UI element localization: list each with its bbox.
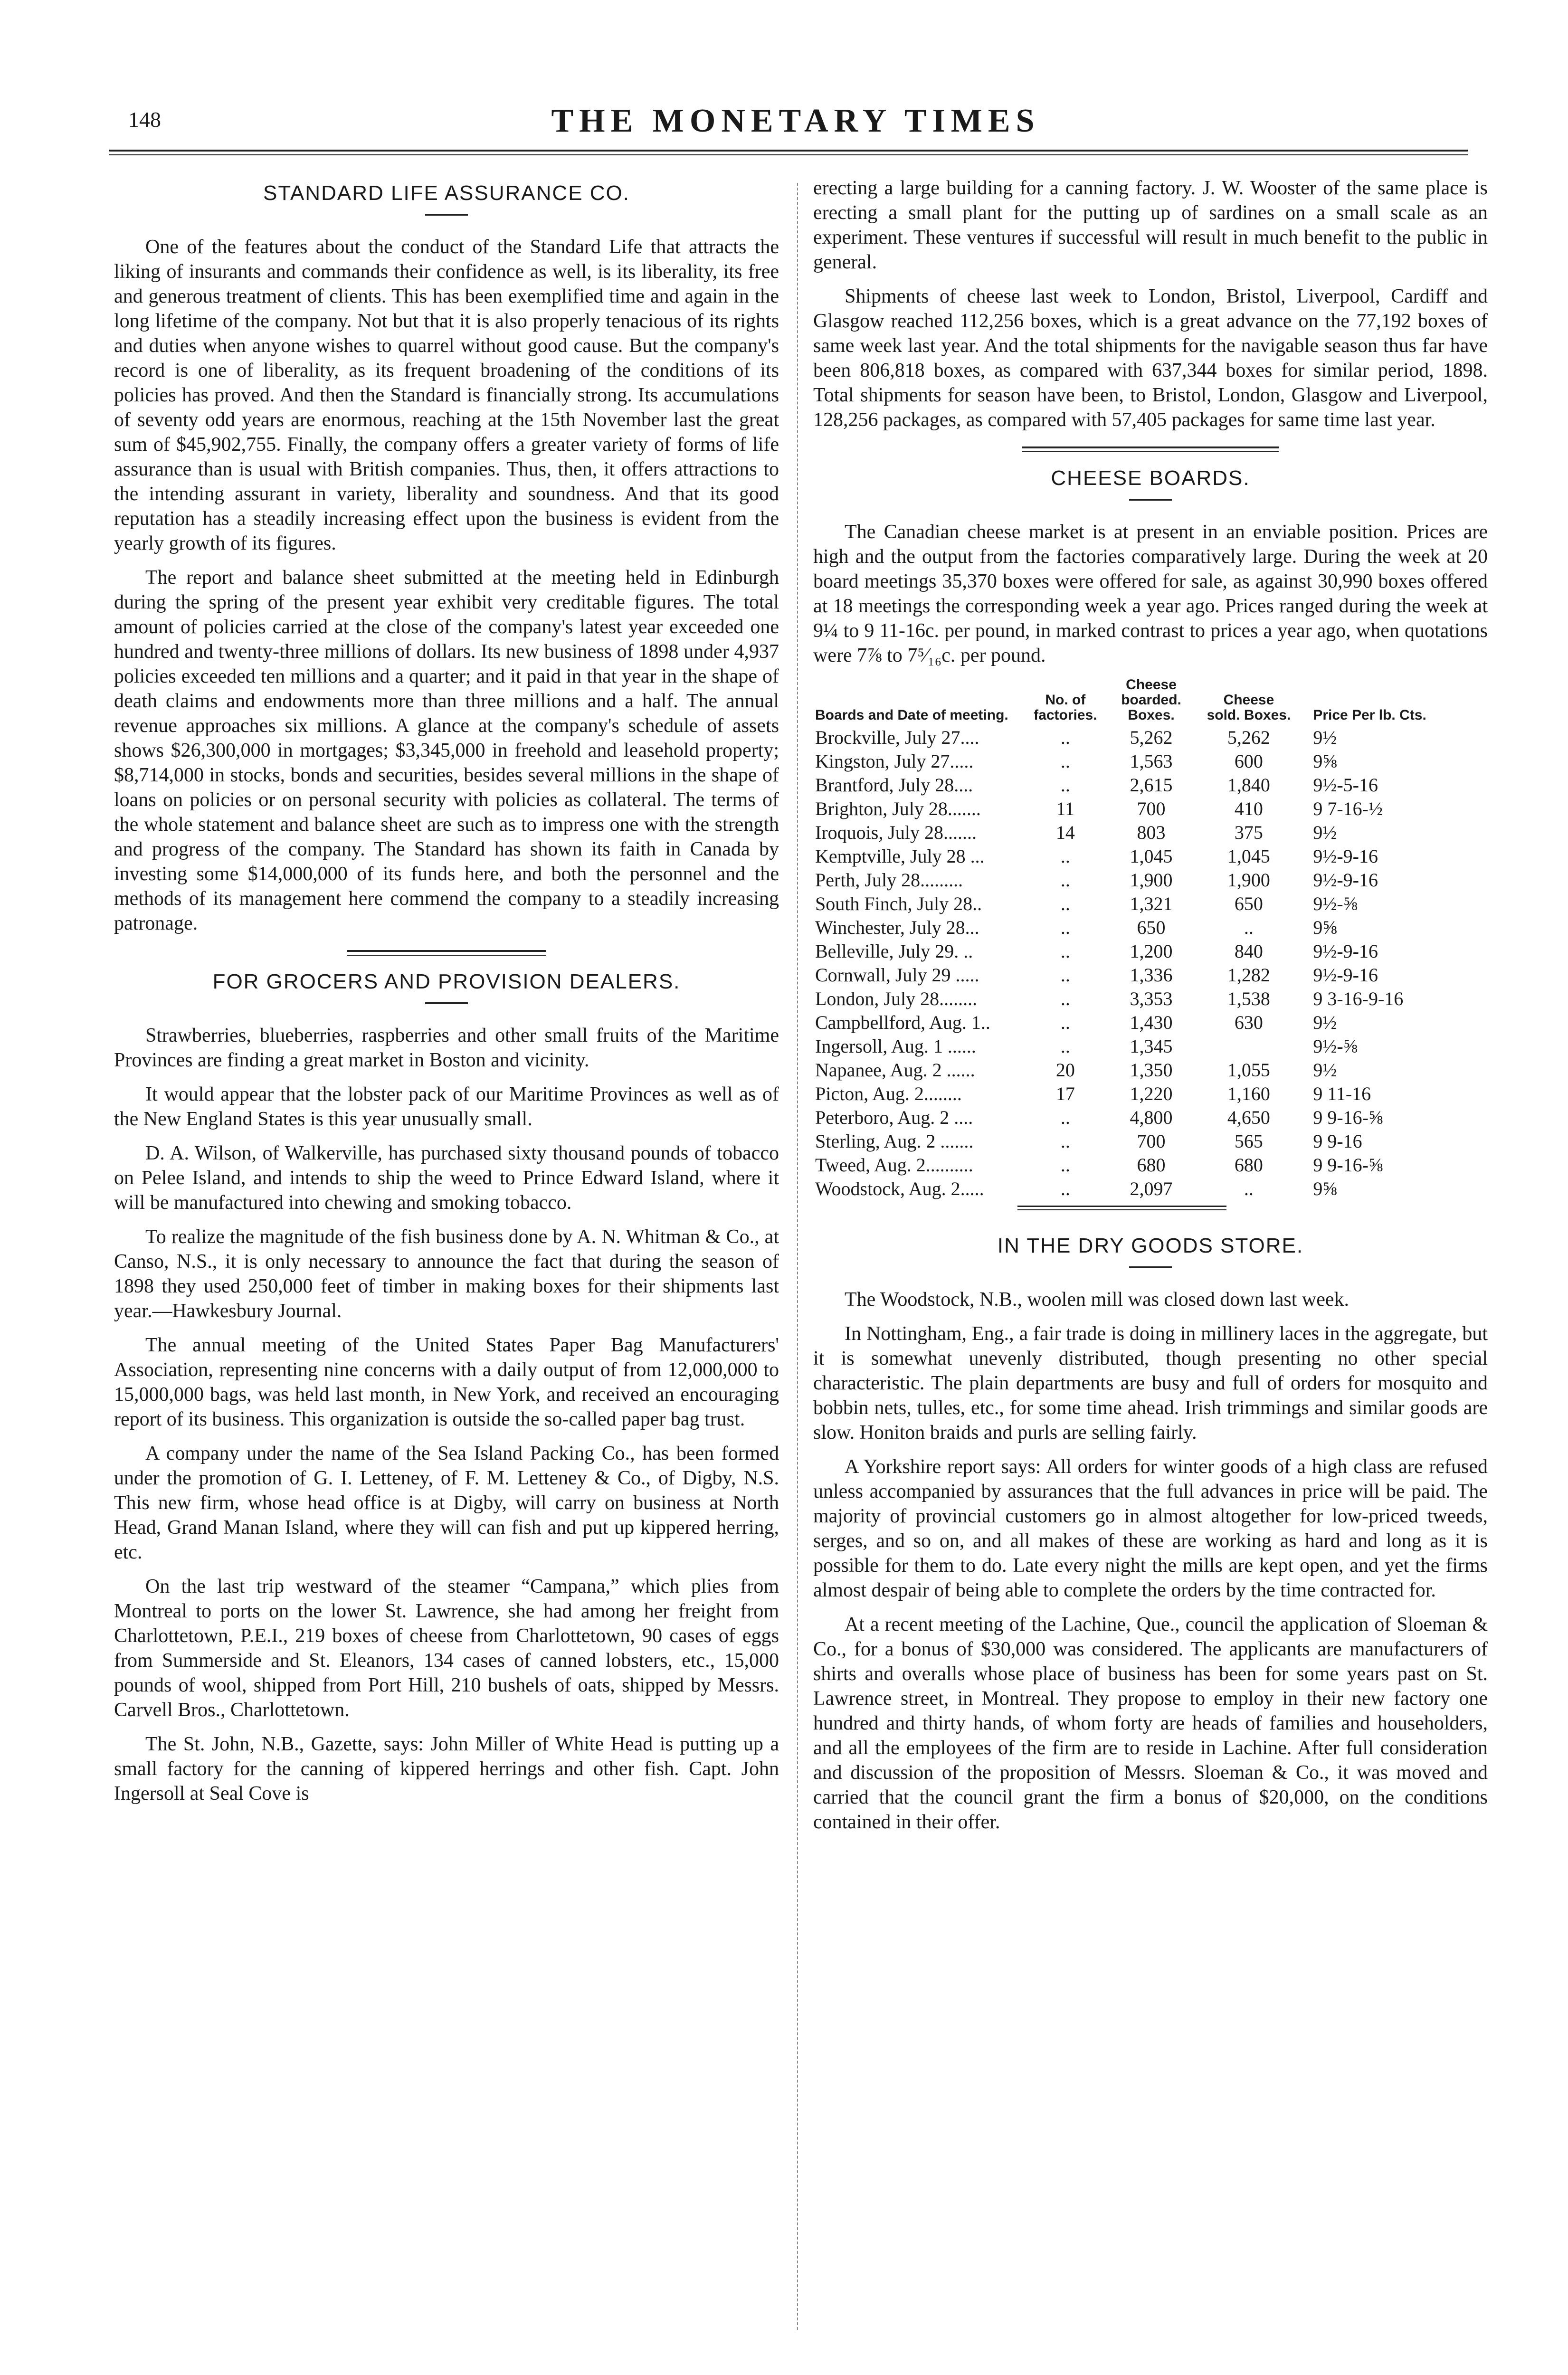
boarded-cell: 650 [1137, 917, 1166, 938]
boarded-cell: 680 [1137, 1154, 1166, 1176]
column-header-boards: Boards and Date of meeting. [815, 707, 1008, 723]
article-paragraph: The annual meeting of the United States Paper Bag Manufacturers' Association, representing nine concerns with a daily output of from 12,000,000 to 15,000,000 bags, was held last month, in New York, and received an encouraging report of its business. This organization is outside the so-called paper bag trust. [114, 1334, 779, 1430]
sold-cell: 630 [1234, 1012, 1263, 1033]
section-title-standard-life: STANDARD LIFE ASSURANCE CO. [263, 181, 630, 205]
boarded-cell: 1,563 [1130, 750, 1173, 772]
sold-cell [1204, 1035, 1294, 1058]
article-paragraph: One of the features about the conduct of the Standard Life that attracts the liking of insurants and commands their confidence as well, is its liberality, its free and generous treatment of clients. This has been exemplified time and again in the long lifetime of the company. Not but that it is also properly tenacious of its rights and duties when anyone wishes to quarrel without good cause. But the company's record is one of liberality, as its frequent broadening of the conditions of its policies has proved. And then the Standard is financially strong. Its accumulations of seventy odd years are enormous, reaching at the 15th November last the great sum of $45,902,755. Finally, the company offers a greater variety of forms of life assurance than is usual with British companies. Thus, then, it offers attractions to the intending assurant in variety, liberality and soundness. And that its good reputation has a steadily increasing effect upon the business is evident from the yearly growth of its figures. [114, 236, 779, 554]
sold-cell: 1,055 [1227, 1059, 1270, 1081]
board-name-cell: Cornwall, July 29 ..... [815, 964, 979, 986]
article-paragraph: On the last trip westward of the steamer “Campana,” which plies from Montreal to ports on the lower St. Lawrence, she had among her freight from Charlottetown, P.E.I., 219 boxes of cheese from Charlottetown, 90 cases of eggs from Summerside and St. Eleanors, 134 cases of canned lobsters, etc., 15,000 pounds of wool, shipped from Port Hill, 210 bushels of oats, shipped by Messrs. Carvell Bros., Charlottetown. [114, 1576, 779, 1721]
section-title-cheese-boards: CHEESE BOARDS. [1051, 466, 1250, 490]
price-cell: 9½ [1313, 822, 1337, 843]
article-paragraph: Strawberries, blueberries, raspberries and other small fruits of the Maritime Provinces are finding a great market in Boston and vicinity. [114, 1025, 779, 1071]
sold-cell: 1,282 [1227, 964, 1270, 986]
price-cell: 9⅝ [1313, 750, 1337, 772]
boarded-cell: 1,350 [1130, 1059, 1173, 1081]
price-cell: 9½-9-16 [1313, 940, 1378, 962]
article-paragraph: To realize the magnitude of the fish business done by A. N. Whitman & Co., at Canso, N.S., it is only necessary to announce the fact that during the season of 1898 they used 250,000 feet of timber in making boxes for their shipments last year.—Hawkesbury Journal. [114, 1226, 779, 1322]
right-column [813, 176, 1488, 1844]
boarded-cell: 803 [1137, 822, 1166, 843]
table-row [813, 916, 1488, 940]
price-cell: 9½ [1313, 1012, 1337, 1033]
factories-cell: .. [1060, 774, 1070, 796]
table-row [813, 1177, 1488, 1201]
sold-cell: .. [1244, 917, 1254, 938]
article-paragraph: The report and balance sheet submitted at the meeting held in Edinburgh during the spring of the present year exhibit very creditable figures. The total amount of policies carried at the close of the company's latest year exceeded one hundred and twenty-three millions of dollars. Its new business of 1898 under 4,937 policies exceeded ten millions and a quarter; and it paid in that year in the shape of death claims and endowments more than three millions and a half. The annual revenue approaches six millions. A glance at the company's schedule of assets shows $26,300,000 in mortgages; $3,345,000 in freehold and leasehold property; $8,714,000 in stocks, bonds and securities, besides several millions in the shape of loans on policies or on personal security with policies as collateral. The terms of the whole statement and balance sheet are such as to impress one with the strength and progress of the company. The Standard has shown its faith in Canada by investing some $14,000,000 of its funds here, and both the personnel and the methods of its management here commend the company to a steadily increasing patronage. [114, 567, 779, 934]
sold-cell: 565 [1234, 1130, 1263, 1152]
factories-cell: .. [1060, 1130, 1070, 1152]
factories-cell: .. [1060, 1036, 1070, 1057]
page-header [128, 102, 1463, 140]
table-row [813, 1106, 1488, 1130]
board-name-cell: Ingersoll, Aug. 1 ...... [815, 1036, 976, 1057]
boarded-cell: 5,262 [1130, 727, 1173, 748]
title-dash [1129, 1266, 1172, 1268]
price-cell: 9½-9-16 [1313, 846, 1378, 867]
table-body [813, 726, 1488, 1201]
board-name-cell: Brockville, July 27.... [815, 727, 979, 748]
column-header-factories: No. of factories. [1034, 692, 1097, 723]
section-title-grocers: FOR GROCERS AND PROVISION DEALERS. [212, 970, 681, 993]
sold-cell: 1,045 [1227, 846, 1270, 867]
board-name-cell: London, July 28........ [815, 988, 978, 1009]
factories-cell: .. [1060, 893, 1070, 914]
article-paragraph-continued: erecting a large building for a canning factory. J. W. Wooster of the same place is erecting a small plant for the putting up of sardines on a small scale as an experiment. These ventures if successful will result in much benefit to the public in general. [813, 177, 1488, 273]
sold-cell: .. [1244, 1178, 1254, 1199]
table-row [813, 963, 1488, 987]
board-name-cell: South Finch, July 28.. [815, 893, 982, 914]
board-name-cell: Napanee, Aug. 2 ...... [815, 1059, 975, 1081]
factories-cell: 11 [1056, 798, 1075, 819]
title-dash [1129, 499, 1172, 501]
table-row [813, 1035, 1488, 1058]
table-row [813, 821, 1488, 845]
page-number: 148 [128, 107, 161, 132]
board-name-cell: Perth, July 28......... [815, 869, 963, 891]
sold-cell: 840 [1234, 940, 1263, 962]
price-cell: 9 7-16-½ [1313, 798, 1383, 819]
factories-cell: .. [1060, 964, 1070, 986]
board-name-cell: Iroquois, July 28....... [815, 822, 977, 843]
masthead-title: THE MONETARY TIMES [551, 103, 1040, 139]
factories-cell: .. [1060, 869, 1070, 891]
boarded-cell: 4,800 [1130, 1107, 1173, 1128]
board-name-cell: Sterling, Aug. 2 ....... [815, 1130, 974, 1152]
board-name-cell: Peterboro, Aug. 2 .... [815, 1107, 973, 1128]
factories-cell: .. [1060, 727, 1070, 748]
board-name-cell: Brighton, July 28....... [815, 798, 981, 819]
table-row [813, 797, 1488, 821]
article-paragraph: D. A. Wilson, of Walkerville, has purchased sixty thousand pounds of tobacco on Pelee Island, and intends to ship the weed to Prince Edward Island, where it will be manufactured into chewing and smoking tobacco. [114, 1142, 779, 1214]
price-cell: 9⅝ [1313, 1178, 1337, 1199]
table-row [813, 987, 1488, 1011]
sold-cell: 600 [1234, 750, 1263, 772]
factories-cell: .. [1060, 750, 1070, 772]
factories-cell: .. [1060, 1107, 1070, 1128]
boarded-cell: 700 [1137, 798, 1166, 819]
column-header-price: Price Per lb. Cts. [1313, 707, 1426, 723]
factories-cell: .. [1060, 1154, 1070, 1176]
table-row [813, 1058, 1488, 1082]
price-cell: 9½-9-16 [1313, 869, 1378, 891]
column-header-sold: Cheese sold. Boxes. [1207, 692, 1291, 723]
sold-cell: 1,840 [1227, 774, 1270, 796]
table-row [813, 1153, 1488, 1177]
board-name-cell: Campbellford, Aug. 1.. [815, 1012, 990, 1033]
table-row [813, 1130, 1488, 1153]
boarded-cell: 1,336 [1130, 964, 1173, 986]
price-cell: 9 11-16 [1313, 1083, 1371, 1104]
article-paragraph: Shipments of cheese last week to London, Bristol, Liverpool, Cardiff and Glasgow reached 112,256 boxes, which is a great advance on the 77,192 boxes of same week last year. And the total shipments for the navigable season thus far have been 806,818 boxes, as compared with 637,344 boxes for similar period, 1898. Total shipments for season have been, to Bristol, London, Glasgow and Liverpool, 128,256 packages, as compared with 57,405 packages for same time last year. [813, 285, 1488, 431]
boarded-cell: 1,045 [1130, 846, 1173, 867]
boarded-cell: 1,430 [1130, 1012, 1173, 1033]
price-cell: 9 9-16-⅝ [1313, 1107, 1383, 1128]
table-row [813, 750, 1488, 773]
header-rule [109, 150, 1468, 155]
board-name-cell: Kingston, July 27..... [815, 750, 974, 772]
boarded-cell: 1,220 [1130, 1083, 1173, 1104]
boarded-cell: 1,200 [1130, 940, 1173, 962]
section-separator [1022, 446, 1279, 452]
board-name-cell: Brantford, July 28.... [815, 774, 973, 796]
table-end-rule [1017, 1206, 1226, 1210]
table-header-row [813, 677, 1488, 726]
sold-cell: 410 [1234, 798, 1263, 819]
price-cell: 9½-⅝ [1313, 893, 1358, 914]
article-paragraph: The St. John, N.B., Gazette, says: John Miller of White Head is putting up a small factory for the canning of kippered herrings and other fish. Capt. John Ingersoll at Seal Cove is [114, 1733, 779, 1805]
price-cell: 9½-5-16 [1313, 774, 1378, 796]
factories-cell: .. [1060, 917, 1070, 938]
boarded-cell: 1,345 [1130, 1036, 1173, 1057]
article-paragraph: A company under the name of the Sea Island Packing Co., has been formed under the promotion of G. I. Letteney, of F. M. Letteney & Co., of Digby, N.S. This new firm, whose head office is at Digby, will carry on business at North Head, Grand Manan Island, where they will can fish and put up kippered herring, etc. [114, 1443, 779, 1563]
table-row [813, 1011, 1488, 1035]
factories-cell: 17 [1055, 1083, 1075, 1104]
board-name-cell: Belleville, July 29. .. [815, 940, 973, 962]
boarded-cell: 3,353 [1130, 988, 1173, 1009]
boarded-cell: 1,900 [1130, 869, 1173, 891]
table-row [813, 940, 1488, 963]
table-row [813, 726, 1488, 750]
factories-cell: .. [1060, 1012, 1070, 1033]
price-cell: 9½ [1313, 1059, 1337, 1081]
sold-cell: 1,900 [1227, 869, 1270, 891]
article-paragraph: The Woodstock, N.B., woolen mill was closed down last week. [845, 1289, 1349, 1311]
board-name-cell: Tweed, Aug. 2.......... [815, 1154, 973, 1176]
section-separator [347, 950, 546, 956]
price-cell: 9 3-16-9-16 [1313, 988, 1404, 1009]
title-dash [425, 1002, 468, 1004]
board-name-cell: Winchester, July 28... [815, 917, 979, 938]
price-cell: 9⅝ [1313, 917, 1337, 938]
table-row [813, 868, 1488, 892]
article-paragraph: It would appear that the lobster pack of our Maritime Provinces as well as of the New England States is this year unusually small. [114, 1083, 779, 1130]
factories-cell: .. [1060, 940, 1070, 962]
sold-cell: 1,160 [1227, 1083, 1270, 1104]
boarded-cell: 700 [1137, 1130, 1166, 1152]
board-name-cell: Woodstock, Aug. 2..... [815, 1178, 984, 1199]
sold-cell: 680 [1234, 1154, 1263, 1176]
price-cell: 9 9-16-⅝ [1313, 1154, 1383, 1176]
cheese-boards-table [813, 677, 1488, 1201]
table-row [813, 1082, 1488, 1106]
article-paragraph: At a recent meeting of the Lachine, Que., council the application of Sloeman & Co., for a bonus of $30,000 was considered. The applicants are manufacturers of shirts and overalls whose place of business has been for some years past on St. Lawrence street, in Montreal. They propose to employ in their new factory one hundred and thirty hands, of whom forty are heads of families and householders, and all the employees of the firm are to reside in Lachine. After full consideration and discussion of the proposition of Messrs. Sloeman & Co., it was moved and carried that the council grant the firm a bonus of $20,000, on the conditions contained in their offer. [813, 1614, 1488, 1833]
factories-cell: .. [1060, 988, 1070, 1009]
article-paragraph: A Yorkshire report says: All orders for winter goods of a high class are refused unless accompanied by assurances that the full advances in price will be paid. The majority of provincial customers go in almost altogether for low-priced tweeds, serges, and so on, and all makes of these are working as hard and long as it is possible for them to do. Late every night the mills are kept open, and yet the firms almost despair of being able to complete the orders by the time contracted for. [813, 1456, 1488, 1601]
column-divider [797, 183, 798, 2330]
board-name-cell: Kemptville, July 28 ... [815, 846, 985, 867]
title-dash [425, 214, 468, 216]
section-title-dry-goods: IN THE DRY GOODS STORE. [997, 1234, 1304, 1257]
sold-cell: 5,262 [1227, 727, 1270, 748]
sold-cell: 375 [1234, 822, 1263, 843]
factories-cell: .. [1060, 846, 1070, 867]
table-row [813, 892, 1488, 916]
sold-cell: 650 [1234, 893, 1263, 914]
price-cell: 9½ [1313, 727, 1337, 748]
sold-cell: 1,538 [1227, 988, 1270, 1009]
board-name-cell: Picton, Aug. 2........ [815, 1083, 962, 1104]
article-paragraph: In Nottingham, Eng., a fair trade is doing in millinery laces in the aggregate, but it is somewhat unevenly distributed, though presenting no other special characteristic. The plain departments are busy and full of orders for mosquito and bobbin nets, tulles, etc., for some time ahead. Irish trimmings and similar goods are slow. Honiton braids and purls are selling fairly. [813, 1323, 1488, 1444]
boarded-cell: 2,615 [1130, 774, 1173, 796]
sold-cell: 4,650 [1227, 1107, 1270, 1128]
price-cell: 9½-⅝ [1313, 1036, 1358, 1057]
column-header-boarded: Cheese boarded. Boxes. [1121, 677, 1181, 723]
factories-cell: 20 [1055, 1059, 1075, 1081]
factories-cell: .. [1060, 1178, 1070, 1199]
factories-cell: 14 [1055, 822, 1075, 843]
left-column [114, 176, 779, 1815]
boarded-cell: 2,097 [1130, 1178, 1173, 1199]
price-cell: 9½-9-16 [1313, 964, 1378, 986]
boarded-cell: 1,321 [1130, 893, 1173, 914]
price-cell: 9 9-16 [1313, 1130, 1362, 1152]
table-row [813, 845, 1488, 868]
table-row [813, 773, 1488, 797]
article-paragraph: The Canadian cheese market is at present in an enviable position. Prices are high and the output from the factories comparatively large. During the week at 20 board meetings 35,370 boxes were offered for sale, as against 30,990 boxes offered at 18 meetings the corresponding week a year ago. Prices ranged during the week at 9¼ to 9 11-16c. per pound, in marked contrast to prices a year ago, when quotations were 7⅞ to 7⁵⁄₁₆c. per pound. [813, 521, 1488, 666]
